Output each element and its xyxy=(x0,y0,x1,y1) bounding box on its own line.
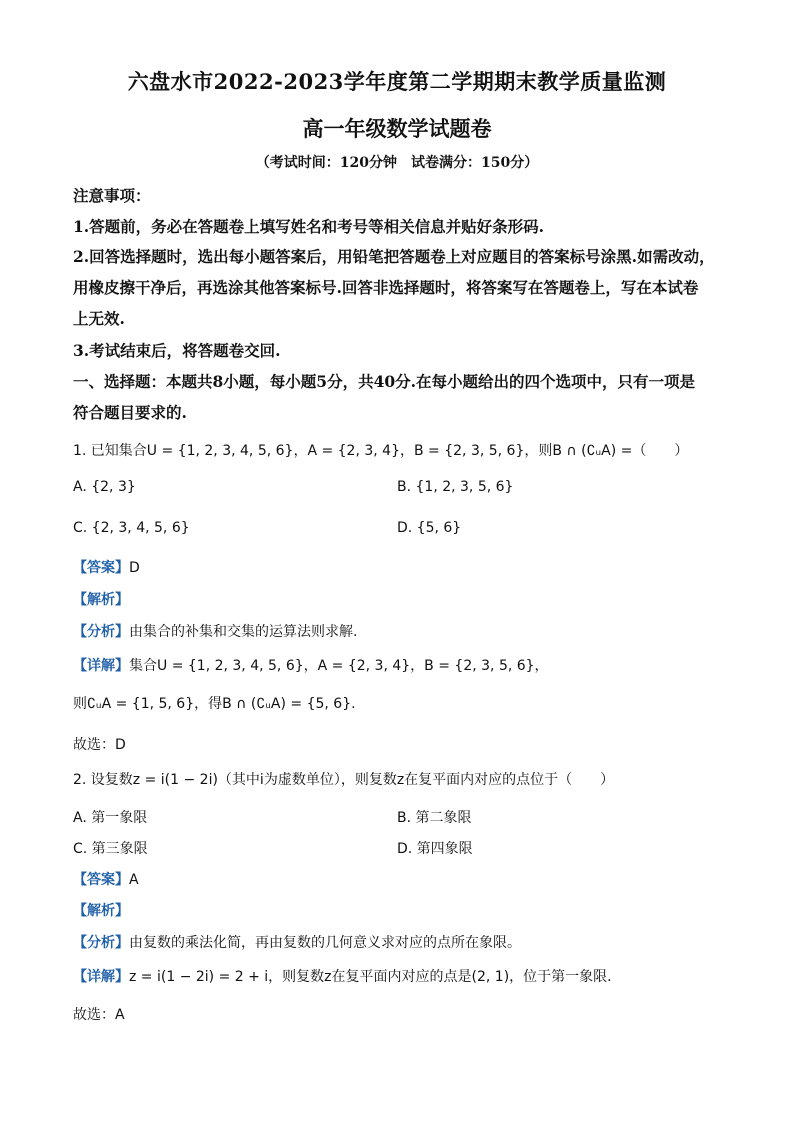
analysis-tag: 【解析】 xyxy=(73,903,129,919)
fenxi-text: 由复数的乘法化简，再由复数的几何意义求对应的点所在象限。 xyxy=(129,935,521,951)
question-1-option-d: D. {5, 6} xyxy=(397,520,462,536)
fenxi-tag: 【分析】 xyxy=(73,935,129,951)
exam-title: 六盘水市2022-2023学年度第二学期期末教学质量监测 xyxy=(127,69,667,94)
question-1-option-a: A. {2, 3} xyxy=(73,479,136,495)
question-2-analysis-tag xyxy=(73,900,129,920)
exam-subtitle: 高一年级数学试题卷 xyxy=(302,116,492,141)
question-1-fenxi xyxy=(73,621,357,641)
answer-tag: 【答案】 xyxy=(73,872,129,888)
question-1-option-c: C. {2, 3, 4, 5, 6} xyxy=(73,520,190,536)
notice-item-1: 1.答题前，务必在答题卷上填写姓名和考号等相关信息并贴好条形码. xyxy=(73,217,545,236)
notice-item-3: 3.考试结束后，将答题卷交回. xyxy=(73,341,281,360)
answer-value: A xyxy=(129,872,139,888)
question-2-conclusion: 故选：A xyxy=(73,1007,125,1023)
question-1-option-b: B. {1, 2, 3, 5, 6} xyxy=(397,479,514,495)
xiangjie-tag: 【详解】 xyxy=(73,658,129,674)
xiangjie-text: z = i(1 − 2i) = 2 + i，则复数z在复平面内对应的点是(2, 1)，位于第一象限. xyxy=(129,969,612,985)
notice-item-2-line-1: 2.回答选择题时，选出每小题答案后，用铅笔把答题卷上对应题目的答案标号涂黑.如需改动， xyxy=(73,247,715,266)
question-2-answer xyxy=(73,869,139,889)
question-1-stem: 1. 已知集合U = {1, 2, 3, 4, 5, 6}，A = {2, 3, 4}，B = {2, 3, 5, 6}，则B ∩ (∁ᵤA) =（ ） xyxy=(73,443,689,459)
question-2-option-d: D. 第四象限 xyxy=(397,841,473,857)
xiangjie-tag: 【详解】 xyxy=(73,969,129,985)
question-2-stem: 2. 设复数z = i(1 − 2i)（其中i为虚数单位），则复数z在复平面内对应的点位于（ ） xyxy=(73,772,615,788)
question-1-analysis-tag xyxy=(73,589,129,609)
answer-tag: 【答案】 xyxy=(73,560,129,576)
section-heading-line-2: 符合题目要求的. xyxy=(73,403,187,422)
question-1-conclusion: 故选：D xyxy=(73,737,126,753)
section-heading-line-1: 一、选择题：本题共8小题，每小题5分，共40分.在每小题给出的四个选项中，只有一项是 xyxy=(73,372,696,391)
question-2-option-b: B. 第二象限 xyxy=(397,810,472,826)
question-1-xiangjie-line-2: 则∁ᵤA = {1, 5, 6}，得B ∩ (∁ᵤA) = {5, 6}. xyxy=(73,696,356,712)
notice-item-2-line-2: 用橡皮擦干净后，再选涂其他答案标号.回答非选择题时，将答案写在答题卷上，写在本试卷 xyxy=(73,278,699,297)
exam-info: （考试时间：120分钟 试卷满分：150分） xyxy=(255,155,539,171)
notice-item-2-line-3: 上无效. xyxy=(73,309,125,328)
answer-value: D xyxy=(129,560,140,576)
question-2-option-c: C. 第三象限 xyxy=(73,841,148,857)
question-2-fenxi xyxy=(73,932,521,952)
question-2-xiangjie xyxy=(73,966,612,986)
fenxi-text: 由集合的补集和交集的运算法则求解. xyxy=(129,624,358,640)
notice-heading: 注意事项： xyxy=(73,186,151,205)
xiangjie-text: 集合U = {1, 2, 3, 4, 5, 6}，A = {2, 3, 4}，B = {2, 3, 5, 6}， xyxy=(129,658,549,674)
question-2-option-a: A. 第一象限 xyxy=(73,810,148,826)
analysis-tag: 【解析】 xyxy=(73,592,129,608)
question-1-answer xyxy=(73,557,140,577)
fenxi-tag: 【分析】 xyxy=(73,624,129,640)
question-1-xiangjie xyxy=(73,655,549,675)
